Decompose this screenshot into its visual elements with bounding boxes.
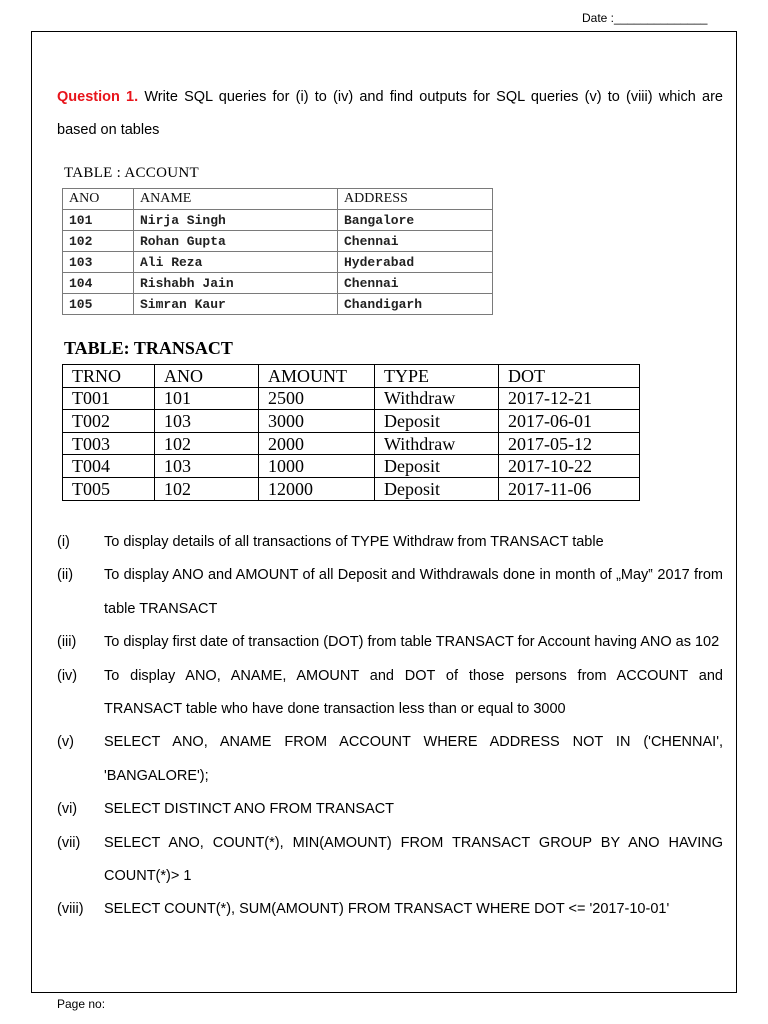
table-cell: Chennai (338, 273, 493, 294)
table-cell: Deposit (375, 477, 499, 500)
column-header: ADDRESS (338, 189, 493, 210)
table-cell: Withdraw (375, 432, 499, 455)
item-text: SELECT COUNT(*), SUM(AMOUNT) FROM TRANSACT WHERE DOT <= '2017-10-01' (104, 901, 670, 918)
column-header: ANAME (134, 189, 338, 210)
table-cell: 102 (155, 432, 259, 455)
item-text: SELECT ANO, COUNT(*), MIN(AMOUNT) FROM TRANSACT GROUP BY ANO HAVING COUNT(*)> 1 (104, 834, 723, 885)
item-number: (iv) (57, 667, 78, 684)
table-cell: 2017-11-06 (499, 477, 640, 500)
table-cell: 1000 (259, 455, 375, 478)
item-text: To display first date of transaction (DOT) from table TRANSACT for Account having ANO as 102 (104, 634, 720, 651)
table-row (63, 294, 493, 315)
table-cell: 101 (63, 210, 134, 231)
column-header: ANO (63, 189, 134, 210)
table-cell: 2500 (259, 387, 375, 410)
list-item (57, 893, 723, 926)
question-intro (57, 81, 723, 147)
table-cell: 103 (155, 410, 259, 433)
table-cell: 104 (63, 273, 134, 294)
table-row (63, 252, 493, 273)
item-number: (vii) (57, 834, 81, 851)
table-cell: T003 (63, 432, 155, 455)
table-cell: T002 (63, 410, 155, 433)
table-cell: 12000 (259, 477, 375, 500)
question-label: Question 1. (57, 89, 139, 105)
table-cell: Chennai (338, 231, 493, 252)
column-header: TYPE (375, 365, 499, 388)
list-item (57, 559, 723, 626)
table-row (63, 273, 493, 294)
list-item (57, 626, 723, 659)
list-item (57, 827, 723, 894)
column-header: DOT (499, 365, 640, 388)
table-cell: Bangalore (338, 210, 493, 231)
item-text: To display details of all transactions of TYPE Withdraw from TRANSACT table (104, 534, 604, 550)
table-cell: Simran Kaur (134, 294, 338, 315)
column-header: AMOUNT (259, 365, 375, 388)
item-number: (ii) (57, 567, 74, 584)
column-header: TRNO (63, 365, 155, 388)
item-number: (viii) (57, 901, 84, 918)
table-cell: Hyderabad (338, 252, 493, 273)
table-cell: 2017-06-01 (499, 410, 640, 433)
date-field: Date :______________ (582, 11, 708, 25)
table-cell: 2017-05-12 (499, 432, 640, 455)
account-table-caption: TABLE : ACCOUNT (64, 165, 199, 181)
transact-table (62, 364, 640, 501)
table-cell: Withdraw (375, 387, 499, 410)
table-cell: 103 (63, 252, 134, 273)
transact-table-caption: TABLE: TRANSACT (64, 338, 233, 358)
item-text: SELECT ANO, ANAME FROM ACCOUNT WHERE ADDRESS NOT IN ('CHENNAI', 'BANGALORE'); (104, 734, 723, 784)
table-cell: 2017-10-22 (499, 455, 640, 478)
table-cell: 102 (63, 231, 134, 252)
table-cell: 103 (155, 455, 259, 478)
table-header-row (63, 365, 640, 388)
list-item (57, 726, 723, 793)
table-row (63, 477, 640, 500)
table-cell: 3000 (259, 410, 375, 433)
item-number: (i) (57, 534, 70, 550)
item-text: SELECT DISTINCT ANO FROM TRANSACT (104, 801, 395, 818)
page-number-label: Page no: (57, 997, 106, 1011)
table-row (63, 432, 640, 455)
list-item (57, 660, 723, 727)
item-text: To display ANO and AMOUNT of all Deposit and Withdrawals done in month of „May‟ 2017 from table TRANSACT (104, 567, 723, 617)
table-row (63, 410, 640, 433)
table-cell: 105 (63, 294, 134, 315)
question-text: Write SQL queries for (i) to (iv) and find outputs for SQL queries (v) to (viii) which are based on tables (57, 89, 723, 138)
column-header: ANO (155, 365, 259, 388)
table-cell: 101 (155, 387, 259, 410)
item-text: To display ANO, ANAME, AMOUNT and DOT of those persons from ACCOUNT and TRANSACT table who have done transaction less than or equal to 3000 (104, 667, 723, 718)
item-number: (iii) (57, 634, 77, 651)
table-cell: 2000 (259, 432, 375, 455)
item-number: (vi) (57, 801, 78, 818)
table-cell: Deposit (375, 455, 499, 478)
table-cell: Deposit (375, 410, 499, 433)
table-cell: Rohan Gupta (134, 231, 338, 252)
table-cell: 102 (155, 477, 259, 500)
account-table (62, 188, 493, 315)
table-cell: T005 (63, 477, 155, 500)
table-cell: Nirja Singh (134, 210, 338, 231)
table-cell: T001 (63, 387, 155, 410)
table-row (63, 210, 493, 231)
table-cell: T004 (63, 455, 155, 478)
table-cell: Chandigarh (338, 294, 493, 315)
list-item (57, 526, 723, 559)
list-item (57, 793, 723, 826)
table-row (63, 455, 640, 478)
item-number: (v) (57, 734, 74, 751)
table-row (63, 231, 493, 252)
table-cell: Rishabh Jain (134, 273, 338, 294)
table-cell: Ali Reza (134, 252, 338, 273)
table-cell: 2017-12-21 (499, 387, 640, 410)
table-header-row (63, 189, 493, 210)
question-items-list (57, 526, 723, 927)
table-row (63, 387, 640, 410)
